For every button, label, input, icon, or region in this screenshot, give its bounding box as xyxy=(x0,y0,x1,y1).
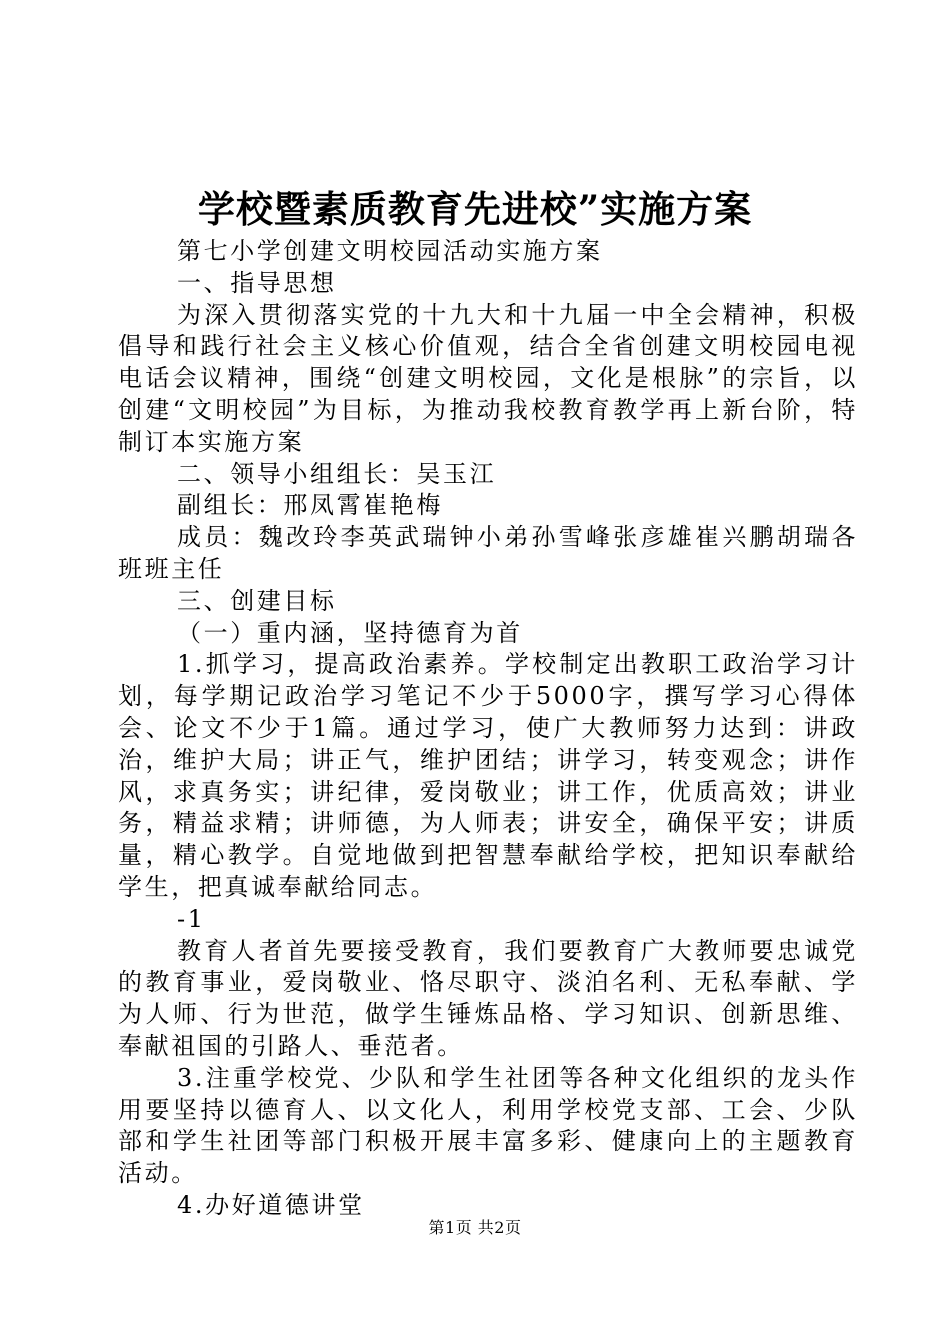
section-heading-goals: 三、创建目标 xyxy=(177,586,337,615)
paragraph-deputy-leaders: 副组长：邢凤霄崔艳梅 xyxy=(177,491,443,520)
paragraph-item-3: 3.注重学校党、少队和学生社团等各种文化组织的龙头作用要坚持以德育人、以文化人，利用学校党支部、工会、少队部和学生社团等部门积极开展丰富多彩、健康向上的主题教育活动。 xyxy=(118,1063,858,1188)
section-heading-guiding-thought: 一、指导思想 xyxy=(177,268,337,297)
paragraph-members: 成员：魏改玲李英武瑞钟小弟孙雪峰张彦雄崔兴鹏胡瑞各班班主任 xyxy=(118,523,858,583)
page-break-marker: -1 xyxy=(177,904,206,933)
document-body xyxy=(118,236,858,1222)
doc-subtitle: 第七小学创建文明校园活动实施方案 xyxy=(177,237,603,265)
document-title: 学校暨素质教育先进校”实施方案 xyxy=(197,187,753,231)
paragraph-item-4: 4.办好道德讲堂 xyxy=(177,1190,365,1219)
paragraph-guiding-thought: 为深入贯彻落实党的十九大和十九届一中全会精神，积极倡导和践行社会主义核心价值观，结合全省创建文明校园电视电话会议精神，围绕“创建文明校园，文化是根脉”的宗旨，以创建“文明校园”为目标，为推动我校教育教学再上新台阶，特制订本实施方案 xyxy=(118,300,858,456)
paragraph-item-1: 1.抓学习，提高政治素养。学校制定出教职工政治学习计划，每学期记政治学习笔记不少于5000字，撰写学习心得体会、论文不少于1篇。通过学习，使广大教师努力达到：讲政治，维护大局；讲正气，维护团结；讲学习，转变观念；讲作风，求真务实；讲纪律，爱岗敬业；讲工作，优质高效；讲业务，精益求精；讲师德，为人师表；讲安全，确保平安；讲质量，精心教学。自觉地做到把智慧奉献给学校，把知识奉献给学生，把真诚奉献给同志。 xyxy=(118,650,858,901)
page-footer: 第1页 共2页 xyxy=(428,1218,522,1237)
subsection-heading-moral-education: （一）重内涵，坚持德育为首 xyxy=(177,618,523,647)
section-heading-leadership: 二、领导小组组长：吴玉江 xyxy=(177,459,497,488)
paragraph-educate-educators: 教育人者首先要接受教育，我们要教育广大教师要忠诚党的教育事业，爱岗敬业、恪尽职守、淡泊名利、无私奉献、学为人师、行为世范，做学生锤炼品格、学习知识、创新思维、奉献祖国的引路人、垂范者。 xyxy=(118,936,858,1060)
